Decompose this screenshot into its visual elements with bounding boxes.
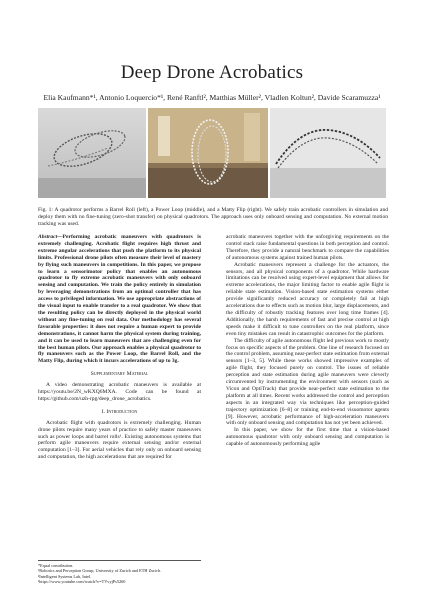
abstract: [38, 234, 201, 365]
supplementary-text: A video demonstrating acrobatic maneuvers is available at https://youtu.be/2N_wKXQ6MXA. Code can be found at https://github.com/uzh-rpg/deep_drone_acrobatics.: [38, 382, 201, 402]
matty-flip-photo: [270, 108, 386, 198]
right-paragraph: Acrobatic maneuvers represent a challenge for the actuators, the sensors, and all physical components of a quadrotor. While hardware limitations can be resolved using expert-level equipment that allows for extreme accelerations, the major limiting factor to enable agile flight is reliable state estimation. Vision-based state estimation systems either provide significantly reduced accuracy or completely fail at high accelerations due to effects such as motion blur, large displacements, and the difficulty of robustly tracking features over long time frames [4]. Additionally, the harsh requirements of fast and precise control at high speeds make it difficult to tune controllers on the real platform, since even tiny mistakes can result in catastrophic outcomes for the platform.: [226, 261, 389, 337]
footnote: *Equal contribution.: [38, 563, 74, 568]
footnote: ¹Robotics and Perception Group, University of Zurich and ETH Zurich.: [38, 568, 162, 574]
right-column: [226, 234, 389, 448]
paper-title: Deep Drone Acrobatics: [120, 62, 304, 83]
footnotes: [38, 560, 201, 585]
author-list: Elia Kaufmann*¹, Antonio Loquercio*¹, René Ranftl², Matthias Müller², Vladlen Koltun², Davide Scaramuzza¹: [43, 93, 381, 102]
right-paragraph: The difficulty of agile autonomous flight led previous work to mostly focus on specific aspects of the problem. One line of research focused on the control problem, assuming near-perfect state estimation from external sensors [1–3, 5]. While these works showed impressive examples of agile flight, they focused purely on control. The issues of reliable perception and state estimation during agile maneuvers were cleverly circumvented by instrumenting the environment with sensors (such as Vicon and OptiTrack) that provide near-perfect state estimation to the platform at all times. Recent works addressed the control and perception aspects in an integrated way via techniques like perception-guided trajectory optimization [6–8] or training end-to-end visuomotor agents [9]. However, acrobatic performance of high-acceleration maneuvers with only onboard sensing and computation has not yet been achieved.: [226, 337, 390, 427]
abstract-text: —Performing acrobatic maneuvers with quadrotors is extremely challenging. Acrobatic flight requires high thrust and extreme angular accelerations that push the platform to its physical limits. Professional drone pilots often measure their level of mastery by flying such maneuvers in competitions. In this paper, we propose to learn a sensorimotor policy that enables an autonomous quadrotor to fly extreme acrobatic maneuvers with only onboard sensing and computation. We train the policy entirely in simulation by leveraging demonstrations from an optimal controller that has access to privileged information. We use appropriate abstractions of the visual input to enable transfer to a real quadrotor. We show that the resulting policy can be directly deployed in the physical world without any fine-tuning on real data. Our methodology has several favorable properties: it does not require a human expert to provide demonstrations, it cannot harm the physical system during training, and it can be used to learn maneuvers that are challenging even for the best human pilots. Our approach enables a physical quadrotor to fly maneuvers such as the Power Loop, the Barrel Roll, and the Matty Flip, during which it incurs accelerations of up to 3g.: [38, 234, 201, 365]
figure-panel-matty-flip: [270, 108, 386, 198]
introduction-paragraph: Acrobatic flight with quadrotors is extremely challenging. Human drone pilots require many years of practice to safely master maneuvers such as power loops and barrel rolls¹. Existing autonomous systems that perform agile maneuvers require external sensing and/or external computation [1–3]. For aerial vehicles that rely only on onboard sensing and computation, the high accelerations that are required for: [38, 419, 201, 461]
footnote: ¹https://www.youtube.com/watch?v=TVvyjPs5260: [38, 579, 126, 585]
right-paragraph: acrobatic maneuvers together with the unforgiving requirements on the control stack raise fundamental questions in both perception and control. Therefore, they provide a natural benchmark to compare the capabilities of autonomous systems against trained human pilots.: [226, 234, 389, 261]
left-column: [38, 234, 201, 461]
figure-caption: Fig. 1: A quadrotor performs a Barrel Roll (left), a Power Loop (middle), and a Matty Flip (right). We safely train acrobatic controllers in simulation and deploy them with no fine-tuning (zero-shot transfer) on physical quadrotors. The approach uses only onboard sensing and computation. No external motion tracking was used.: [38, 207, 388, 228]
right-paragraph: In this paper, we show for the first time that a vision-based autonomous quadrotor with only onboard sensing and computation is capable of autonomously performing agile: [226, 427, 389, 448]
figure-panel-barrel-roll: [38, 108, 146, 198]
footnote: ²Intelligent Systems Lab, Intel.: [38, 573, 92, 579]
introduction-heading: I. Introduction: [101, 408, 138, 415]
power-loop-photo: [148, 108, 268, 198]
abstract-label: Abstract: [38, 234, 58, 240]
figure-panel-power-loop: [148, 108, 268, 198]
supplementary-heading: Supplementary Material: [90, 371, 149, 378]
barrel-roll-photo: [38, 108, 146, 198]
